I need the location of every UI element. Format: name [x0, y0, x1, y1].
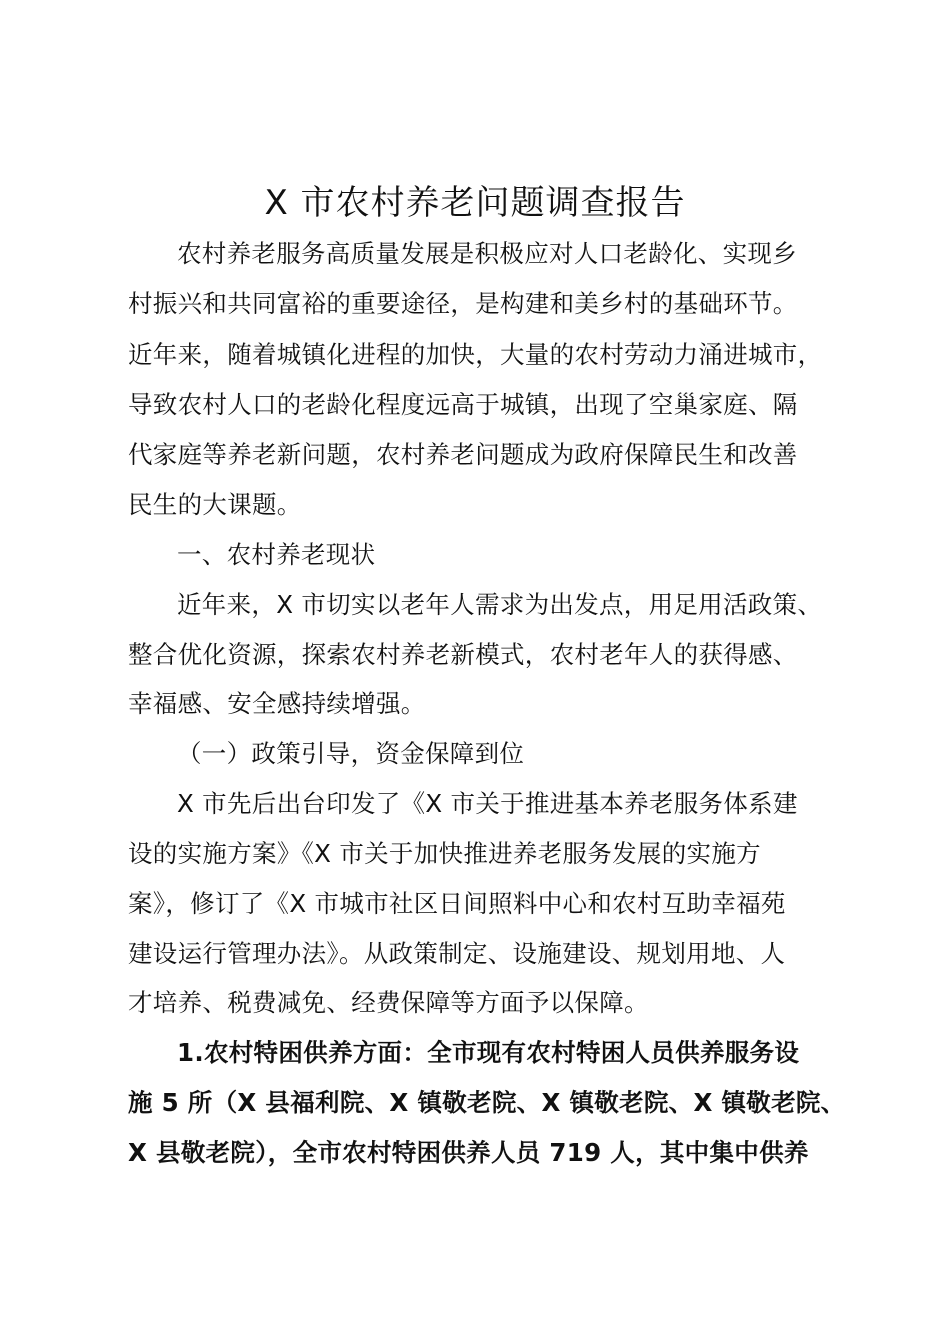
paragraph-line: 近年来，X 市切实以老年人需求为出发点，用足用活政策、: [177, 590, 823, 619]
paragraph-line: 民生的大课题。: [128, 490, 302, 519]
paragraph-line: X 市先后出台印发了《X 市关于推进基本养老服务体系建: [177, 789, 798, 818]
bold-paragraph-line: X 县敬老院），全市农村特困供养人员 719 人，其中集中供养: [128, 1138, 809, 1167]
paragraph-line: 建设运行管理办法》。从政策制定、设施建设、规划用地、人: [128, 939, 786, 968]
document-title: X 市农村养老问题调查报告: [264, 183, 686, 223]
paragraph-line: 代家庭等养老新问题，农村养老问题成为政府保障民生和改善: [128, 440, 798, 469]
paragraph-line: 设的实施方案》《X 市关于加快推进养老服务发展的实施方: [128, 839, 761, 868]
paragraph-line: 农村养老服务高质量发展是积极应对人口老龄化、实现乡: [177, 239, 797, 268]
paragraph-line: 幸福感、安全感持续增强。: [128, 689, 426, 718]
paragraph-line: 才培养、税费减免、经费保障等方面予以保障。: [128, 988, 649, 1017]
section-heading: 一、农村养老现状: [177, 540, 376, 569]
paragraph-line: 导致农村人口的老龄化程度远高于城镇，出现了空巢家庭、隔: [128, 390, 798, 419]
bold-paragraph-line: 1.农村特困供养方面：全市现有农村特困人员供养服务设: [177, 1038, 800, 1067]
paragraph-line: 案》，修订了《X 市城市社区日间照料中心和农村互助幸福苑: [128, 889, 786, 918]
subsection-heading: （一）政策引导，资金保障到位: [177, 739, 525, 768]
paragraph-line: 村振兴和共同富裕的重要途径，是构建和美乡村的基础环节。: [128, 289, 798, 318]
paragraph-line: 整合优化资源，探索农村养老新模式，农村老年人的获得感、: [128, 640, 798, 669]
bold-paragraph-line: 施 5 所（X 县福利院、X 镇敬老院、X 镇敬老院、X 镇敬老院、: [128, 1088, 846, 1117]
paragraph-line: 近年来，随着城镇化进程的加快，大量的农村劳动力涌进城市，: [128, 340, 823, 369]
